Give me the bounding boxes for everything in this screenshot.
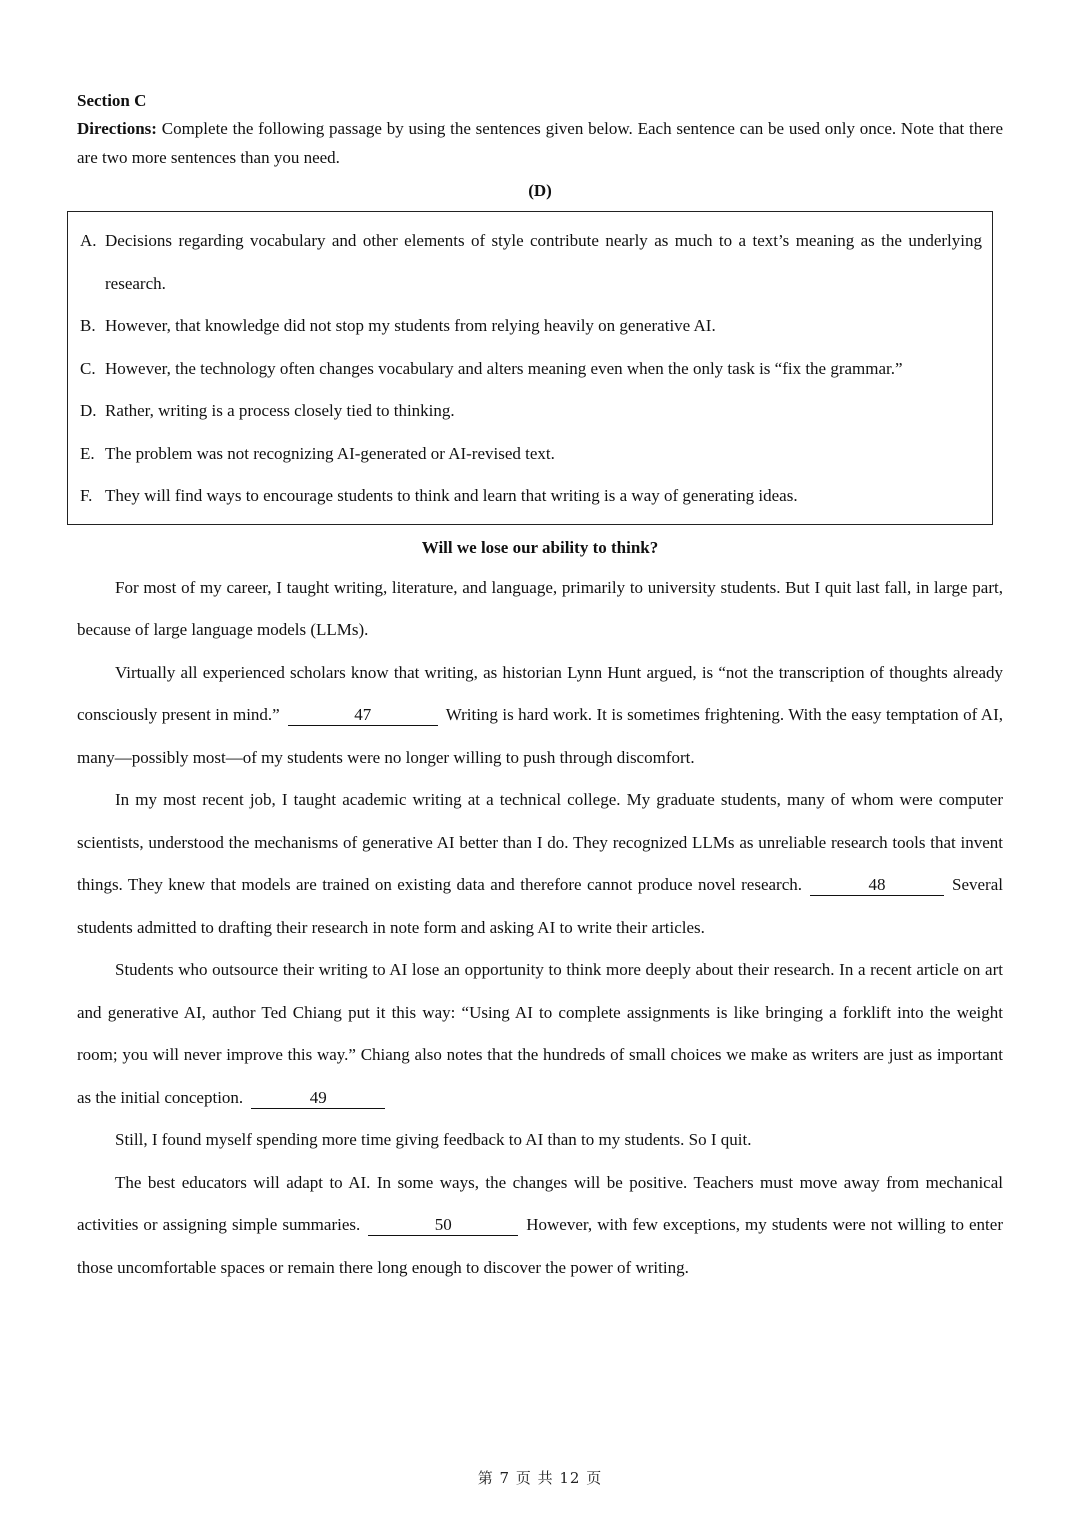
blank-49[interactable]: 49: [251, 1088, 385, 1109]
passage-label: (D): [528, 181, 552, 200]
directions-label: Directions:: [77, 119, 157, 138]
option-letter: A.: [80, 231, 97, 250]
option-letter: F.: [80, 486, 93, 505]
directions: [77, 114, 1003, 172]
blank-47[interactable]: 47: [288, 705, 438, 726]
paragraph-2: [77, 652, 1003, 780]
paragraph-text: However, with few exceptions, my students were not willing to enter those uncomfortable spaces or remain there long enough to discover the power of writing.: [77, 1215, 1003, 1277]
paragraph-text: Several students admitted to drafting their research in note form and asking AI to write their articles.: [77, 875, 1003, 937]
option-letter: E.: [80, 443, 95, 463]
option-b: [80, 305, 982, 348]
paragraph-5: Still, I found myself spending more time giving feedback to AI than to my students. So I quit.: [115, 1130, 752, 1149]
option-text: They will find ways to encourage students to think and learn that writing is a way of generating ideas.: [105, 486, 798, 505]
paragraph-text: In my most recent job, I taught academic writing at a technical college. My graduate students, many of whom were computer scientists, understood the mechanisms of generative AI better than I do. They recognized LLMs as unreliable research tools that invent things. They knew that models are trained on existing data and therefore cannot produce novel research.: [77, 790, 1003, 894]
paragraph-6: [77, 1162, 1003, 1290]
article-title: Will we lose our ability to think?: [421, 537, 659, 557]
blank-50[interactable]: 50: [368, 1215, 518, 1236]
option-text: Decisions regarding vocabulary and other elements of style contribute nearly as much to a text’s meaning as the underlying research.: [105, 231, 982, 293]
option-letter: D.: [80, 401, 97, 420]
option-text: However, that knowledge did not stop my students from relying heavily on generative AI.: [105, 316, 716, 335]
options-box: [67, 211, 993, 525]
option-letter: B.: [80, 316, 96, 335]
blank-48[interactable]: 48: [810, 875, 944, 896]
section-title: Section C: [77, 91, 147, 110]
paragraph-text: Students who outsource their writing to AI lose an opportunity to think more deeply about their research. In a recent article on art and generative AI, author Ted Chiang put it this way: “Using AI to complete assignments is like bringing a forklift into the weight room; you will never improve this way.” Chiang also notes that the hundreds of small choices we make as writers are just as important as the initial conception.: [77, 960, 1003, 1107]
page-footer: 第 7 页 共 12 页: [477, 1469, 603, 1487]
option-f: [80, 475, 982, 518]
option-text: However, the technology often changes vocabulary and alters meaning even when the only task is “fix the grammar.”: [105, 358, 903, 378]
directions-text: Complete the following passage by using the sentences given below. Each sentence can be used only once. Note that there are two more sentences than you need.: [77, 119, 1003, 167]
paragraph-text: The best educators will adapt to AI. In some ways, the changes will be positive. Teachers must move away from mechanical activities or assigning simple summaries.: [77, 1172, 1003, 1234]
option-letter: C.: [80, 358, 96, 378]
option-e: [80, 433, 982, 476]
paragraph-text: Writing is hard work. It is sometimes frightening. With the easy temptation of AI, many—possibly most—of my students were no longer willing to push through discomfort.: [77, 705, 1003, 767]
exam-page: [77, 88, 1003, 1289]
option-d: [80, 390, 982, 433]
paragraph-3: [77, 779, 1003, 949]
paragraph-4: [77, 949, 1003, 1119]
paragraph-text: Virtually all experienced scholars know that writing, as historian Lynn Hunt argued, is “not the transcription of thoughts already consciously present in mind.”: [77, 662, 1003, 724]
option-text: Rather, writing is a process closely tied to thinking.: [105, 401, 455, 420]
option-text: The problem was not recognizing AI-generated or AI-revised text.: [105, 443, 555, 463]
paragraph-1: For most of my career, I taught writing, literature, and language, primarily to university students. But I quit last fall, in large part, because of large language models (LLMs).: [77, 577, 1003, 639]
option-c: [80, 348, 982, 391]
option-a: [80, 220, 982, 305]
